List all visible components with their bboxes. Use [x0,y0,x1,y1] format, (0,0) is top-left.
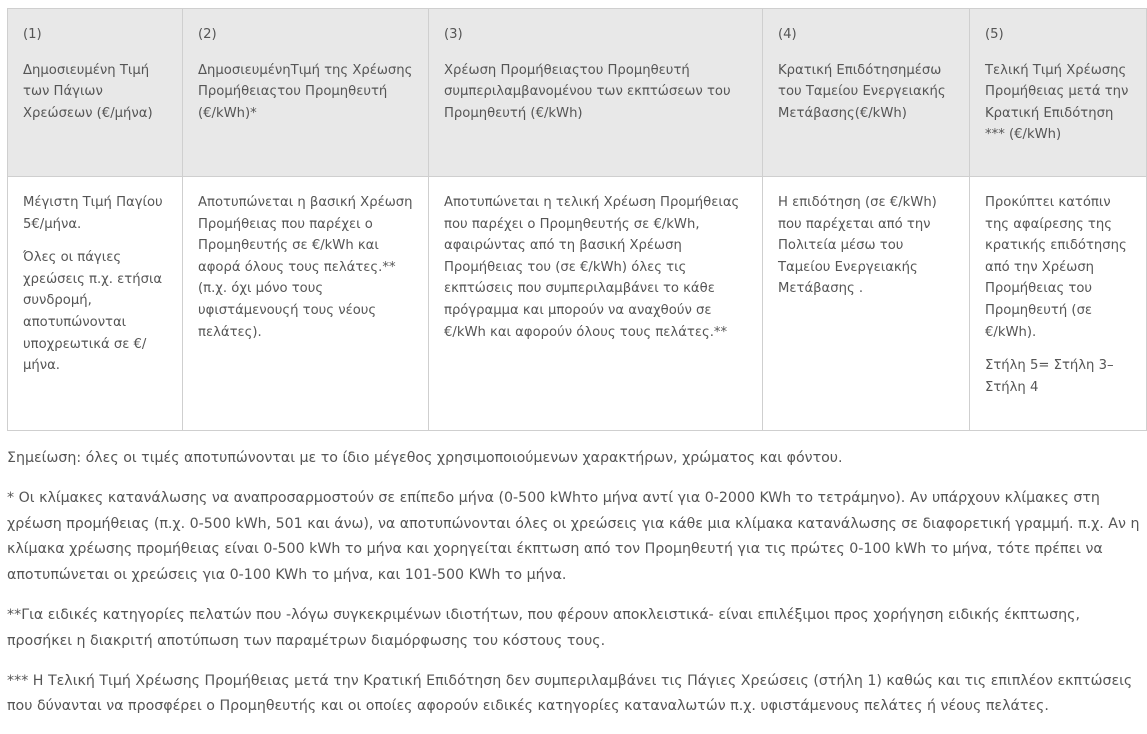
body-cell-5 [970,177,1147,431]
footnotes [7,446,1146,734]
column-title: Κρατική Επιδότησημέσω του Ταμείου Ενεργειακής Μετάβασης(€/kWh) [778,62,946,121]
cell-text: Στήλη 5= Στήλη 3– Στήλη 4 [985,358,1114,395]
note-double-asterisk: **Για ειδικές κατηγορίες πελατών που -λόγω συγκεκριμένων ιδιοτήτων, που φέρουν αποκλειστικά- είναι επιλέξιμοι προς χορήγηση ειδικής έκπτωσης, προσήκει η διακριτή αποτύπωση των παραμέτρων διαμόρφωσης του κόστους τους. [7,606,1080,649]
header-cell-4 [763,9,970,177]
cell-text: Προκύπτει κατόπιν της αφαίρεσης της κρατικής επιδότησης από την Χρέωση Προμήθειας του Προμηθευτή (σε €/kWh). [985,195,1127,340]
cell-text: Η επιδότηση (σε €/kWh) που παρέχεται από την Πολιτεία μέσω του Ταμείου Ενεργειακής Μετάβασης . [778,195,937,297]
header-cell-1 [8,9,183,177]
cell-text: Αποτυπώνεται η βασική Χρέωση Προμήθειας που παρέχει ο Προμηθευτής σε €/kWh και αφορά όλους τους πελάτες.** (π.χ. όχι μόνο τους υφιστάμενουςή τους νέους πελάτες). [198,195,413,340]
column-number: (1) [23,27,42,42]
column-number: (5) [985,27,1004,42]
note-single-asterisk: * Οι κλίμακες κατανάλωσης να αναπροσαρμοστούν σε επίπεδο μήνα (0-500 kWhτο μήνα αντί για 0-2000 KWh το τετράμηνο). Αν υπάρχουν κλίμακες στη χρέωση προμήθειας (π.χ. 0-500 kWh, 501 και άνω), να αποτυπώνονται όλες οι χρεώσεις για κάθε μια κλίμακα κατανάλωσης σε διαφορετική γραμμή. π.χ. Αν η κλίμακα χρέωσης προμήθειας είναι 0-500 kWh το μήνα και χορηγείται έκπτωση από τον Προμηθευτή για τις πρώτες 0-100 kWh το μήνα, τότε πρέπει να αποτυπώνεται οι χρεώσεις για 0-100 KWh το μήνα, και 101-500 KWh το μήνα. [7,489,1140,584]
body-cell-1 [8,177,183,431]
column-title: Τελική Τιμή Χρέωσης Προμήθειας μετά την Κρατική Επιδότηση *** (€/kWh) [985,62,1129,143]
body-cell-3 [429,177,763,431]
table-header-row [8,9,1147,177]
header-cell-5 [970,9,1147,177]
column-number: (3) [444,27,463,42]
column-number: (4) [778,27,797,42]
cell-text: Όλες οι πάγιες χρεώσεις π.χ. ετήσια συνδρομή, αποτυπώνονται υποχρεωτικά σε €/μήνα. [23,250,163,374]
note-triple-asterisk: *** Η Τελική Τιμή Χρέωσης Προμήθειας μετά την Κρατική Επιδότηση δεν συμπεριλαμβάνει τις Πάγιες Χρεώσεις (στήλη 1) καθώς και τις επιπλέον εκπτώσεις που δύνανται να προσφέρει ο Προμηθευτής και οι οποίες αφορούν ειδικές κατηγορίες καταναλωτών π.χ. υφιστάμενους πελάτες ή νέους πελάτες. [7,672,1133,715]
table-row [8,177,1147,431]
cell-text: Αποτυπώνεται η τελική Χρέωση Προμήθειας που παρέχει ο Προμηθευτής σε €/kWh, αφαιρώντας από τη βασική Χρέωση Προμήθειας του (σε €/kWh) όλες τις εκπτώσεις που συμπεριλαμβάνει το κάθε πρόγραμμα και μπορούν να αναχθούν σε €/kWh και αφορούν όλους τους πελάτες.** [444,195,740,340]
column-title: Δημοσιευμένη Τιμή των Πάγιων Χρεώσεων (€/μήνα) [23,62,153,121]
column-number: (2) [198,27,217,42]
body-cell-4 [763,177,970,431]
header-cell-2 [183,9,429,177]
column-title: ΔημοσιευμένηΤιμή της Χρέωσης Προμήθειαςτου Προμηθευτή (€/kWh)* [198,62,413,121]
note-general: Σημείωση: όλες οι τιμές αποτυπώνονται με το ίδιο μέγεθος χρησιμοποιούμενων χαρακτήρων, χρώματος και φόντου. [7,450,843,466]
column-title: Χρέωση Προμήθειαςτου Προμηθευτή συμπεριλαμβανομένου των εκπτώσεων του Προμηθευτή (€/kWh) [444,62,731,121]
pricing-table [7,8,1147,431]
cell-text: Μέγιστη Τιμή Παγίου 5€/μήνα. [23,195,163,232]
header-cell-3 [429,9,763,177]
body-cell-2 [183,177,429,431]
